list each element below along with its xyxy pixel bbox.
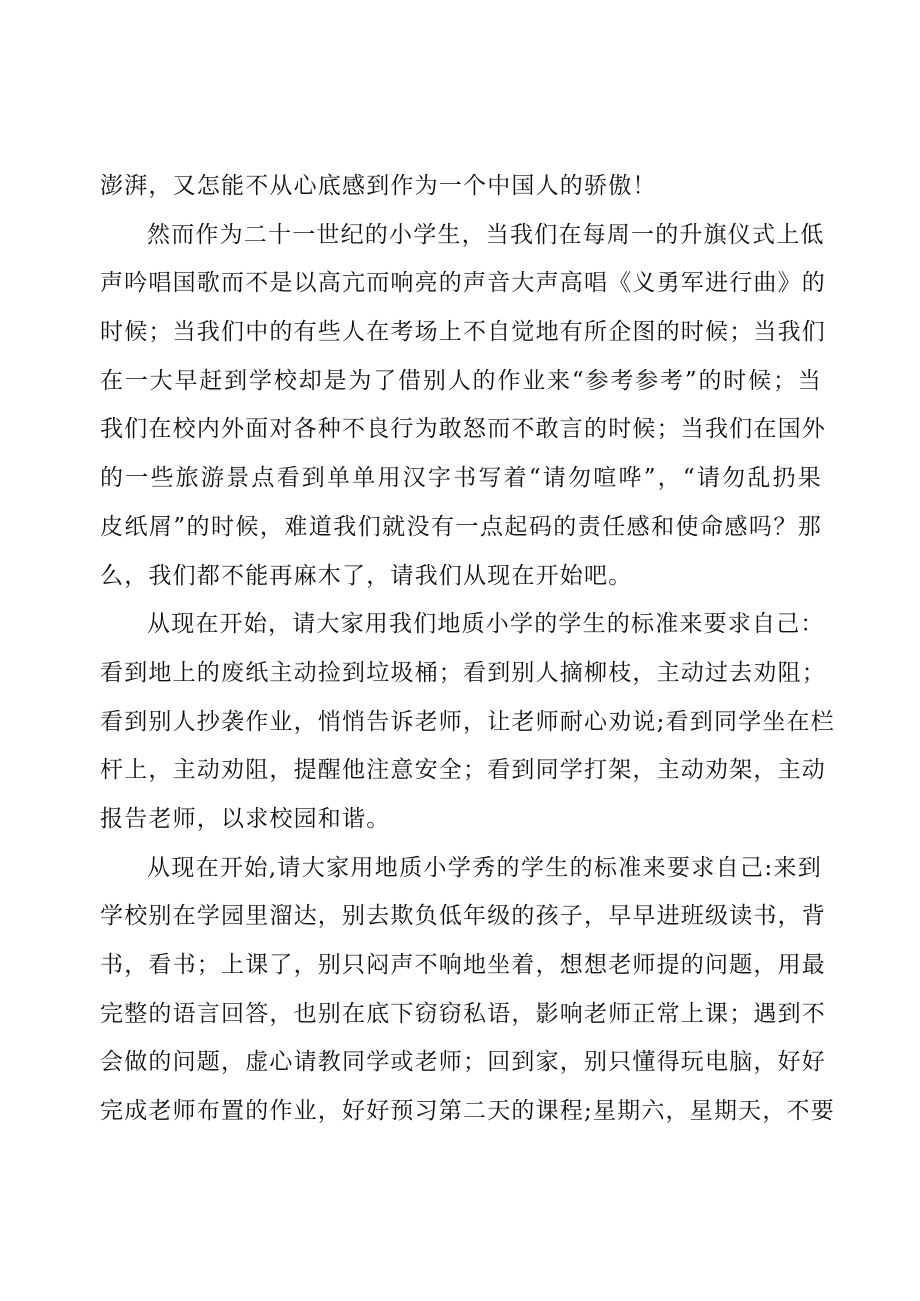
text-line: 看到别人抄袭作业，悄悄告诉老师，让老师耐心劝说;看到同学坐在栏 bbox=[100, 708, 835, 735]
text-line: 澎湃，又怎能不从心底感到作为一个中国人的骄傲！ bbox=[100, 173, 657, 199]
text-line: 会做的问题，虚心请教同学或老师；回到家，别只懂得玩电脑，好好 bbox=[100, 1049, 826, 1076]
text-line: 看到地上的废纸主动捡到垃圾桶；看到别人摘柳枝，主动过去劝阻； bbox=[100, 659, 826, 686]
text-line: 声吟唱国歌而不是以高亢而响亮的声音大声高唱《义勇军进行曲》的 bbox=[100, 270, 826, 297]
text-line: 学校别在学园里溜达，别去欺负低年级的孩子，早早进班级读书，背 bbox=[100, 903, 826, 930]
text-line: 书，看书；上课了，别只闷声不响地坐着，想想老师提的问题，用最 bbox=[100, 952, 826, 978]
document-body bbox=[100, 162, 835, 1136]
text-line: 我们在校内外面对各种不良行为敢怒而不敢言的时候；当我们在国外 bbox=[100, 416, 826, 443]
text-line: 时候；当我们中的有些人在考场上不自觉地有所企图的时候；当我们 bbox=[100, 319, 826, 346]
text-line: 完成老师布置的作业，好好预习第二天的课程;星期六，星期天，不要 bbox=[100, 1098, 835, 1125]
text-line: 从现在开始，请大家用我们地质小学的学生的标准来要求自己： bbox=[147, 611, 825, 638]
text-line: 皮纸屑”的时候，难道我们就没有一点起码的责任感和使命感吗？那 bbox=[100, 513, 822, 540]
text-line: 然而作为二十一世纪的小学生，当我们在每周一的升旗仪式上低 bbox=[147, 221, 825, 248]
text-line: 的一些旅游景点看到单单用汉字书写着“请勿喧哗”，“请勿乱扔果 bbox=[100, 465, 822, 492]
text-line: 在一大早赶到学校却是为了借别人的作业来“参考参考”的时候；当 bbox=[100, 367, 822, 394]
text-line: 杆上，主动劝阻，提醒他注意安全；看到同学打架，主动劝架，主动 bbox=[100, 757, 826, 784]
text-line: 完整的语言回答，也别在底下窃窃私语，影响老师正常上课；遇到不 bbox=[100, 1000, 826, 1027]
text-line: 报告老师，以求校园和谐。 bbox=[100, 805, 391, 832]
text-line: 么，我们都不能再麻木了，请我们从现在开始吧。 bbox=[100, 562, 633, 589]
text-line: 从现在开始,请大家用地质小学秀的学生的标准来要求自己:来到 bbox=[147, 854, 822, 881]
